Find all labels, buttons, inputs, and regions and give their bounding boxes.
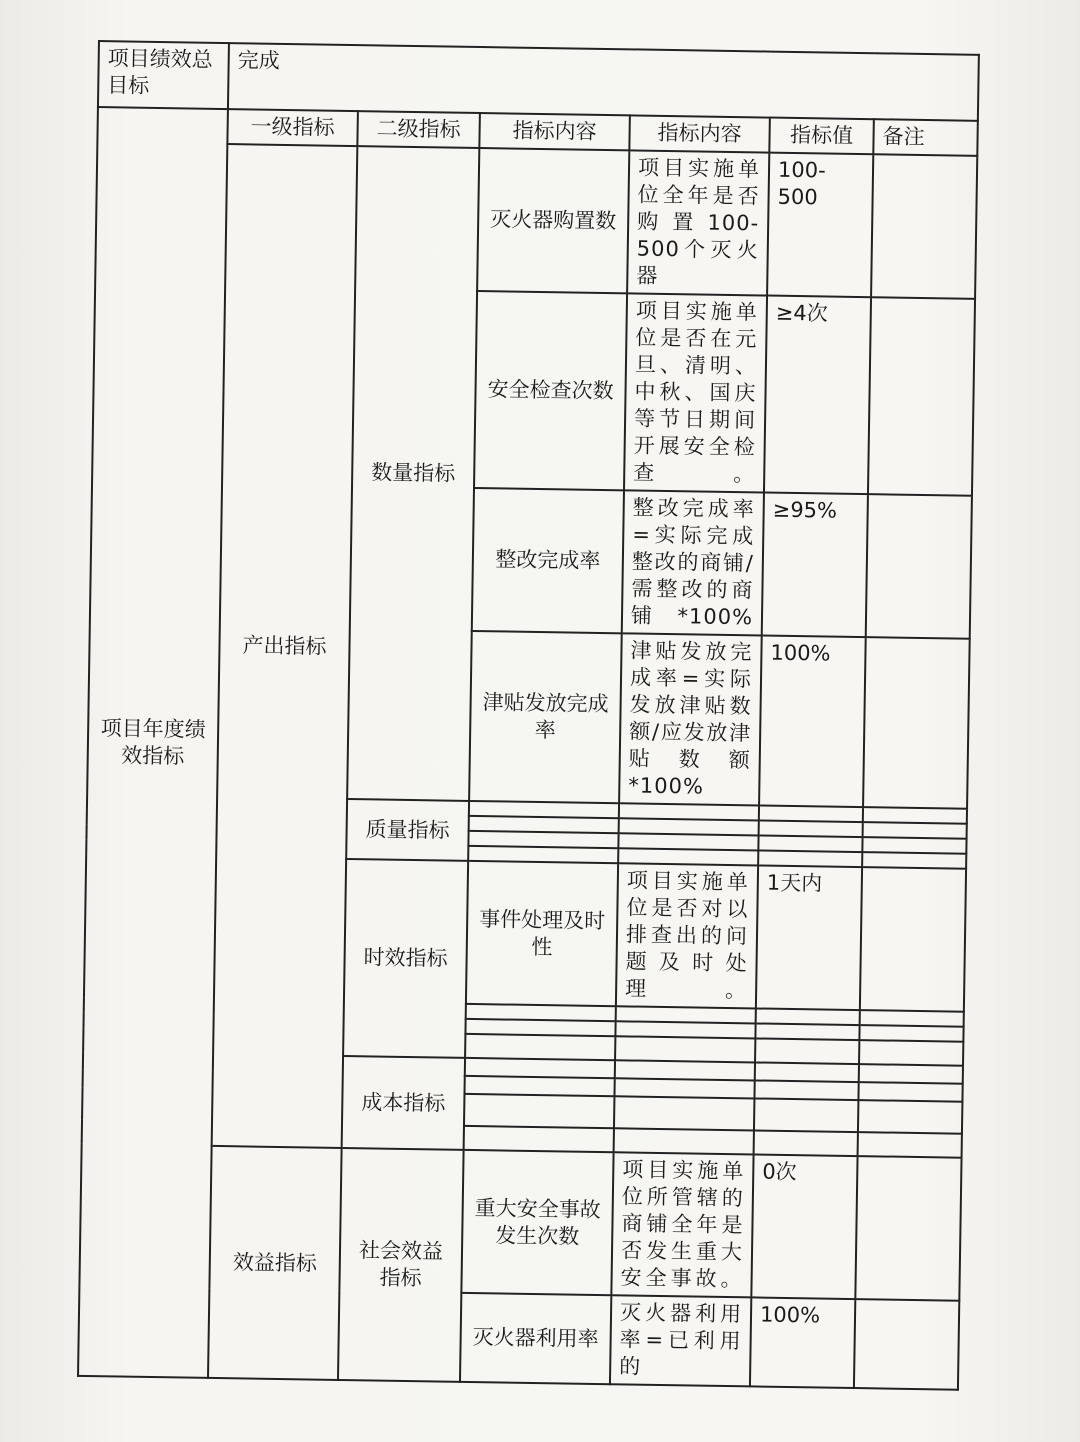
empty-cell xyxy=(758,850,862,867)
indicator-content: 项目实施单位全年是否购置100-500个灭火器 xyxy=(627,150,769,295)
level2-timeliness: 时效指标 xyxy=(343,859,468,1058)
header-content-b: 指标内容 xyxy=(629,115,770,152)
empty-cell xyxy=(754,1130,858,1156)
remark-cell xyxy=(868,297,975,496)
indicator-value: 100-500 xyxy=(767,153,873,298)
indicator-content: 津贴发放完成率=实际发放津贴数额/应发放津贴数额*100% xyxy=(619,633,762,805)
empty-cell xyxy=(862,837,966,854)
indicator-value: 1天内 xyxy=(756,865,862,1010)
indicator-name: 整改完成率 xyxy=(472,488,624,633)
remark-cell xyxy=(863,637,970,809)
indicator-value: 100% xyxy=(750,1297,855,1388)
remark-cell xyxy=(860,867,966,1012)
indicator-content: 项目实施单位是否在元旦、清明、中秋、国庆等节日期间开展安全检查。 xyxy=(624,293,767,492)
empty-cell xyxy=(464,1076,614,1096)
header-remark: 备注 xyxy=(873,119,978,156)
empty-cell xyxy=(858,1082,962,1102)
empty-cell xyxy=(615,1036,755,1062)
table-row xyxy=(95,142,977,299)
remark-cell xyxy=(854,1299,959,1390)
empty-cell xyxy=(863,822,967,839)
empty-cell xyxy=(859,1064,963,1084)
indicator-value: ≥95% xyxy=(762,493,868,638)
performance-indicator-table xyxy=(77,40,980,1391)
empty-cell xyxy=(759,805,863,822)
indicator-name: 事件处理及时性 xyxy=(466,861,618,1006)
level2-cost: 成本指标 xyxy=(342,1056,465,1150)
empty-cell xyxy=(859,1040,963,1066)
indicator-name: 重大安全事故发生次数 xyxy=(461,1150,613,1295)
indicator-content: 项目实施单位所管辖的商铺全年是否发生重大安全事故。 xyxy=(611,1152,753,1297)
empty-cell xyxy=(614,1096,754,1130)
empty-cell xyxy=(465,1034,615,1060)
empty-cell xyxy=(464,1126,614,1152)
goal-value: 完成 xyxy=(228,43,979,121)
indicator-content: 整改完成率=实际完成整改的商铺/需整改的商铺*100% xyxy=(622,490,764,635)
table-row xyxy=(79,1144,961,1301)
indicator-name: 安全检查次数 xyxy=(474,291,627,490)
performance-table-sheet xyxy=(77,40,978,1391)
indicator-value: 0次 xyxy=(751,1154,857,1299)
indicator-name: 灭火器利用率 xyxy=(460,1293,611,1384)
empty-cell xyxy=(858,1132,962,1158)
empty-cell xyxy=(755,1023,859,1040)
empty-cell xyxy=(858,1100,962,1134)
level1-benefit: 效益指标 xyxy=(208,1146,342,1380)
level1-output: 产出指标 xyxy=(212,144,358,1148)
empty-cell xyxy=(614,1078,754,1098)
indicator-content: 灭火器利用率=已利用的 xyxy=(610,1295,751,1386)
empty-cell xyxy=(863,807,967,824)
empty-cell xyxy=(756,1008,860,1025)
level2-social-benefit: 社会效益指标 xyxy=(338,1148,464,1382)
goal-label: 项目绩效总目标 xyxy=(98,41,229,109)
level2-quantity: 数量指标 xyxy=(347,146,479,801)
empty-cell xyxy=(862,852,966,869)
empty-cell xyxy=(755,1038,859,1064)
header-level1: 一级指标 xyxy=(227,109,358,146)
remark-cell xyxy=(866,494,972,639)
header-value: 指标值 xyxy=(769,118,874,155)
empty-cell xyxy=(754,1098,858,1132)
empty-cell xyxy=(614,1128,754,1154)
empty-cell xyxy=(759,820,863,837)
empty-cell xyxy=(758,835,862,852)
empty-cell xyxy=(754,1080,858,1100)
empty-cell xyxy=(860,1010,964,1027)
indicator-name: 灭火器购置数 xyxy=(477,148,629,293)
level2-quality: 质量指标 xyxy=(346,799,469,861)
remark-cell xyxy=(855,1156,961,1301)
indicator-name: 津贴发放完成率 xyxy=(469,631,622,803)
empty-cell xyxy=(859,1025,963,1042)
empty-cell xyxy=(615,1060,755,1080)
header-level2: 二级指标 xyxy=(357,111,480,148)
empty-cell xyxy=(465,1058,615,1078)
empty-cell xyxy=(755,1062,859,1082)
indicator-content: 项目实施单位是否对以排查出的问题及时处理。 xyxy=(616,863,758,1008)
indicator-value: ≥4次 xyxy=(764,296,871,495)
annual-indicator-label: 项目年度绩效指标 xyxy=(78,107,228,1378)
empty-cell xyxy=(464,1094,614,1128)
remark-cell xyxy=(871,154,977,299)
header-content-a: 指标内容 xyxy=(479,113,630,150)
indicator-value: 100% xyxy=(759,635,866,807)
